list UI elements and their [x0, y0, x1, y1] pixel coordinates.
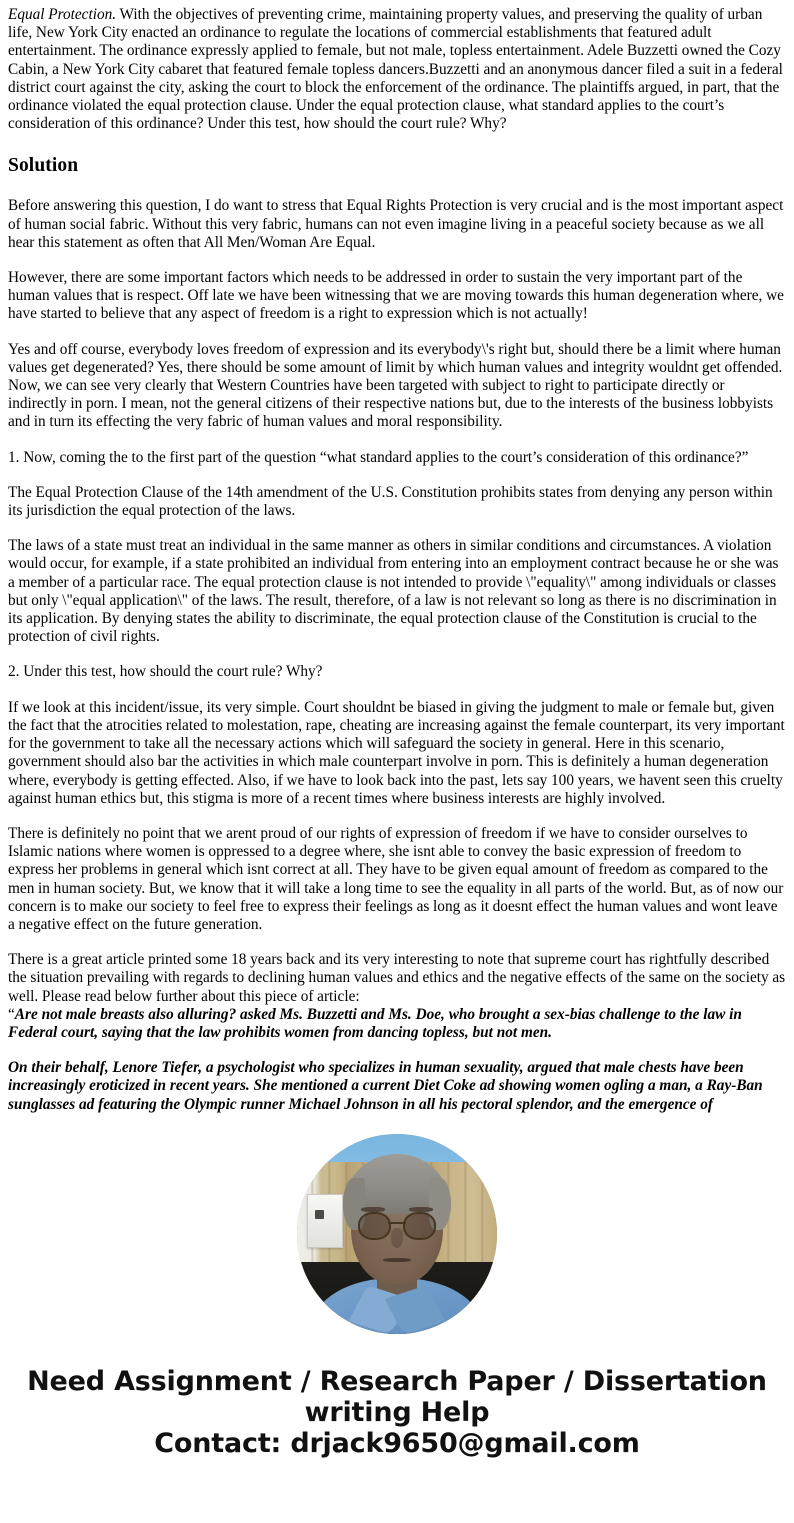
question-body: With the objectives of preventing crime, maintaining property values, and preserving the quality of urban life, New York City enacted an ordinance to regulate the locations of commercial establishments that featured adult entertainment. The ordinance expressly applied to female, but not male, topless entertainment. Adele Buzzetti owned the Cozy Cabin, a New York City cabaret that featured female topless dancers.Buzzetti and an anonymous dancer filed a suit in a federal district court against the city, asking the court to block the enforcement of the ordinance. The plaintiffs argued, in part, that the ordinance violated the equal protection clause. Under the equal protection clause, what standard applies to the court’s consideration of this ordinance? Under this test, how should the court rule? Why? [8, 6, 783, 133]
solution-paragraph-7: There is definitely no point that we arent proud of our rights of expression of freedom if we have to consider ourselves to Islamic nations where women is oppressed to a degree where, she isnt able to convey the basic expression of freedom to express her problems in general which isnt correct at all. They have to be given equal amount of freedom as compared to the men in human society. But, we know that it will take a long time to see the equality in all parts of the world. But, as of now our concern is to make our society to feel free to express their feelings as long as it doesnt effect the human values and wont leave a negative effect on the future generation. [8, 824, 784, 933]
solution-paragraph-8: There is a great article printed some 18 years back and its very interesting to note that supreme court has rightfully described the situation prevailing with regards to declining human values and ethics and the negative effects of the same on the society as well. Please read below further about this piece of article: [8, 951, 786, 1005]
photo-eyebrow-right [409, 1207, 433, 1212]
author-photo-wrapper [8, 1134, 786, 1334]
photo-nose [391, 1228, 403, 1248]
solution-paragraph-6: If we look at this incident/issue, its very simple. Court shouldnt be biased in giving the judgment to male or female but, given the fact that the atrocities related to molestation, rape, cheating are increasing against the female counterpart, its very important for the government to take all the necessary actions which will safeguard the society in general. Here in this scenario, government should also bar the activities in which male counterpart involve in porn. This is definitely a human degeneration where, everybody is getting effected. Also, if we have to look back into the past, lets say 100 years, we havent seen this cruelty against human ethics but, this stigma is more of a recent times where business interests are highly involved. [8, 698, 785, 807]
photo-glasses-right-lens [403, 1212, 436, 1240]
avatar [297, 1134, 497, 1334]
photo-glasses-left-lens [358, 1212, 391, 1240]
contact-footer [8, 1366, 786, 1459]
question-two-restatement: 2. Under this test, how should the court rule? Why? [8, 663, 323, 681]
open-quote-mark: “ [8, 1005, 15, 1023]
photo-mouth [383, 1258, 411, 1262]
contact-line-help: writing Help [304, 1396, 490, 1428]
question-one-restatement: 1. Now, coming the to the first part of the question “what standard applies to the court’s consideration of this ordinance?” [8, 448, 749, 466]
photo-wall-switch [307, 1194, 343, 1248]
photo-glasses-bridge [388, 1222, 406, 1224]
article-quote-paragraph-1 [8, 1006, 786, 1042]
article-quote-block [8, 1006, 786, 1114]
solution-paragraph-3: Yes and off course, everybody loves freedom of expression and its everybody\'s right but, should there be a limit where human values get degenerated? Yes, there should be some amount of limit by which human values and integrity wouldnt get offended. Now, we can see very clearly that Western Countries have been targeted with subject to right to participate directly or indirectly in porn. I mean, not the general citizens of their respective nations but, due to the interests of the business lobbyists and in turn its effecting the very fabric of human values and moral responsibility. [8, 340, 783, 431]
article-quote-paragraph-2: On their behalf, Lenore Tiefer, a psychologist who specializes in human sexuality, argued that male chests have been increasingly eroticized in recent years. She mentioned a current Diet Coke ad showing women ogling a man, a Ray-Ban sunglasses ad featuring the Olympic runner Michael Johnson in all his pectoral splendor, and the emergence of [8, 1059, 763, 1113]
contact-line-services: Need Assignment / Research Paper / Dissertation [27, 1365, 767, 1397]
solution-paragraph-4: The Equal Protection Clause of the 14th amendment of the U.S. Constitution prohibits states from denying any person within its jurisdiction the equal protection of the laws. [8, 483, 773, 520]
solution-paragraph-2: However, there are some important factors which needs to be addressed in order to sustain the very important part of the human values that is respect. Off late we have been witnessing that we are moving towards this human degeneration where, we have started to believe that any aspect of freedom is a right to expression which is not actually! [8, 269, 784, 323]
question-lead-term: Equal Protection. [8, 6, 117, 23]
contact-line-email: Contact: drjack9650@gmail.com [154, 1427, 640, 1459]
solution-paragraph-5: The laws of a state must treat an individual in the same manner as others in similar conditions and circumstances. A violation would occur, for example, if a state prohibited an individual from entering into an employment contract because he or she was a member of a particular race. The equal protection clause is not intended to provide \"equality\" among individuals or classes but only \"equal application\" of the laws. The result, therefore, of a law is not relevant so long as there is no discrimination in its application. By denying states the ability to discriminate, the equal protection clause of the Constitution is crucial to the protection of civil rights. [8, 537, 779, 646]
solution-heading: Solution [8, 155, 79, 177]
question-paragraph [8, 6, 786, 133]
solution-paragraph-1: Before answering this question, I do want to stress that Equal Rights Protection is very crucial and is the most important aspect of human social fabric. Without this very fabric, humans can not even imagine living in a peaceful society because as we all hear this statement as often that All Men/Woman Are Equal. [8, 197, 784, 251]
article-quote-text-1: Are not male breasts also alluring? asked Ms. Buzzetti and Ms. Doe, who brought a sex-bias challenge to the law in Federal court, saying that the law prohibits women from dancing topless, but not men. [8, 1005, 742, 1041]
